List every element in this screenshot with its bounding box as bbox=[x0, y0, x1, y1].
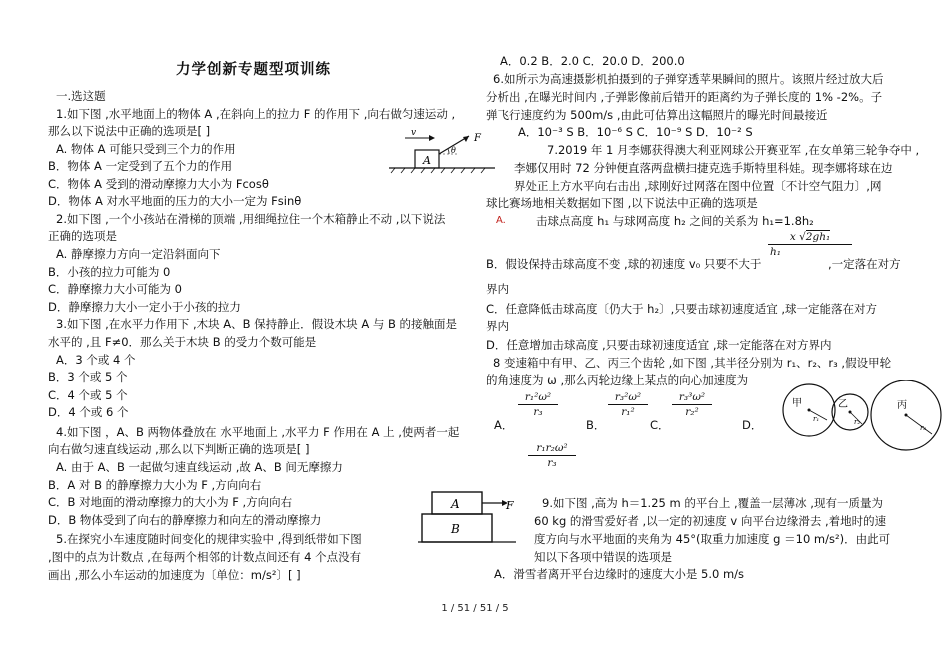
page-title: 力学创新专题型项训练 bbox=[176, 62, 331, 78]
q5-stem-line3: 画出 ,那么小车运动的加速度为〔单位：m/s²〕[ ] bbox=[48, 568, 301, 582]
block-a-label: A bbox=[451, 497, 460, 511]
q8-option-c-num: r₃³ω² bbox=[678, 391, 706, 403]
q3-option-a: A．3 个或 4 个 bbox=[56, 353, 136, 367]
q8-option-d-den: r₃ bbox=[547, 457, 557, 469]
q9-stem-line1: 9.如下图 ,高为 h＝1.25 m 的平台上 ,覆盖一层薄冰 ,现有一质量为 bbox=[542, 496, 883, 510]
q7-b-den: h₁ bbox=[770, 246, 781, 258]
force-label: F bbox=[506, 499, 514, 512]
q7-b-num-sqrt: 2gh₁ bbox=[805, 231, 831, 243]
q7-option-c-line1: C．任意降低击球高度〔仍大于 h₂〕,只要击球初速度适宜 ,球一定能落在对方 bbox=[486, 302, 878, 316]
block-b-label: B bbox=[451, 522, 460, 536]
q9-stem-line3: 度方向与水平地面的夹角为 45°(取重力加速度 g ＝10 m/s²)．由此可 bbox=[534, 532, 891, 546]
q9-stem-line4: 知以下各项中错误的选项是 bbox=[534, 550, 672, 564]
q8-option-a-fraction bbox=[518, 391, 558, 418]
angle-label: θ bbox=[451, 146, 456, 155]
q2-option-d: D．静摩擦力大小一定小于小孩的拉力 bbox=[48, 300, 241, 314]
q7-option-b: B．假设保持击球高度不变 ,球的初速度 v₀ 只要不大于 bbox=[486, 257, 762, 271]
q8-option-d-fraction bbox=[528, 442, 576, 469]
q8-stem-line1: 8 变速箱中有甲、乙、丙三个齿轮 ,如下图 ,其半径分别为 r₁、r₂、r₃ ,假设甲轮 bbox=[493, 356, 892, 370]
q7-option-c-line2: 界内 bbox=[486, 319, 509, 333]
gear-jia-label: 甲 bbox=[792, 398, 802, 409]
q7-b-num-x: x bbox=[789, 231, 796, 243]
q4-stacked-blocks-figure bbox=[418, 490, 518, 550]
q9-stem-line2: 60 kg 的滑雪爱好者 ,以一定的初速度 v 向平台边缘滑去 ,着地时的速 bbox=[534, 514, 887, 528]
q3-stem-line2: 水平的 ,且 F≠0．那么关于木块 B 的受力个数可能是 bbox=[48, 335, 317, 349]
q4-option-c: C．B 对地面的滑动摩擦力的大小为 F ,方向向右 bbox=[48, 495, 293, 509]
q6-options: A．10⁻³ S B．10⁻⁶ S C．10⁻⁹ S D．10⁻² S bbox=[518, 125, 753, 139]
q8-option-a-label: A． bbox=[494, 418, 514, 432]
gear-yi-radius: r₂ bbox=[854, 418, 861, 426]
block-a-label: A bbox=[423, 154, 431, 167]
q7-option-d: D．任意增加击球高度 ,只要击球初速度适宜 ,球一定能落在对方界内 bbox=[486, 338, 832, 352]
q1-stem-line1: 1.如下图 ,水平地面上的物体 A ,在斜向上的拉力 F 的作用下 ,向右做匀速运动 , bbox=[56, 107, 456, 121]
q4-option-a: A. 由于 A、B 一起做匀速直线运动 ,故 A、B 间无摩擦力 bbox=[56, 460, 343, 474]
q7-option-b-tail: ,一定落在对方 bbox=[828, 257, 901, 271]
q8-option-b-num: r₃²ω² bbox=[614, 391, 642, 403]
gear-jia-radius: r₁ bbox=[813, 415, 820, 423]
q8-option-b-fraction bbox=[608, 391, 648, 418]
q7-stem-line4: 球比赛场地相关数据如下图 ,以下说法中正确的选项是 bbox=[486, 196, 758, 210]
q7-option-a: 击球点高度 h₁ 与球网高度 h₂ 之间的关系为 h₁=1.8h₂ bbox=[536, 214, 814, 228]
q1-stem-line2: 那么以下说法中正确的选项是[ ] bbox=[48, 124, 211, 138]
q8-option-b-label: B． bbox=[586, 418, 606, 432]
q3-option-d: D．4 个或 6 个 bbox=[48, 405, 129, 419]
page-number: 1 / 51 / 51 / 5 bbox=[441, 603, 509, 614]
q8-option-c-label: C． bbox=[650, 418, 670, 432]
q6-stem-line2: 分析出 ,在曝光时间内 ,子弹影像前后错开的距离约为子弹长度的 1% -2%。子 bbox=[486, 90, 883, 104]
q8-option-d-num: r₁r₂ω² bbox=[536, 442, 568, 454]
q7-option-a-label: A. bbox=[496, 215, 506, 226]
q2-stem-line1: 2.如下图 ,一个小孩站在滑梯的顶端 ,用细绳拉住一个木箱静止不动 ,以下说法 bbox=[56, 212, 446, 226]
section-heading: 一.选这题 bbox=[56, 89, 106, 103]
q8-gears-figure bbox=[776, 380, 946, 462]
q5-stem-line1: 5.在探究小车速度随时间变化的规律实验中 ,得到纸带如下图 bbox=[56, 532, 362, 546]
q7-stem-line1: 7.2019 年 1 月李娜获得澳大利亚网球公开赛亚军 ,在女单第三轮争夺中 , bbox=[547, 143, 920, 157]
q8-option-b-den: r₁² bbox=[621, 406, 635, 418]
q8-option-c-den: r₂² bbox=[685, 406, 699, 418]
q4-stem-line2: 向右做匀速直线运动 ,那么以下判断正确的选项是[ ] bbox=[48, 442, 310, 456]
q8-option-d-label: D． bbox=[742, 418, 763, 432]
q8-option-a-num: r₁²ω² bbox=[524, 391, 552, 403]
q3-stem-line1: 3.如下图 ,在水平力作用下 ,木块 A、B 保持静止．假设木块 A 与 B 的接触面是 bbox=[56, 317, 458, 331]
q2-option-b: B．小孩的拉力可能为 0 bbox=[48, 265, 171, 279]
q4-stem-line1: 4.如下图 ，A、B 两物体叠放在 水平地面上 ,水平力 F 作用在 A 上 ,使两者一起 bbox=[56, 425, 460, 439]
ground-hatch bbox=[391, 168, 485, 173]
q7-stem-line3: 界处正上方水平向右击出 ,球刚好过网落在图中位置〔不计空气阻力〕,网 bbox=[514, 179, 882, 193]
q8-option-c-fraction bbox=[672, 391, 712, 418]
q2-stem-line2: 正确的选项是 bbox=[48, 229, 117, 243]
q6-stem-line1: 6.如所示为高速摄影机拍摄到的子弹穿透苹果瞬间的照片。该照片经过放大后 bbox=[493, 72, 884, 86]
q6-stem-line3: 弹飞行速度约为 500m/s ,由此可估算出这幅照片的曝光时间最接近 bbox=[486, 108, 828, 122]
q1-option-b: B．物体 A 一定受到了五个力的作用 bbox=[48, 159, 233, 173]
q5-stem-line2: ,图中的点为计数点 ,在每两个相邻的计数点间还有 4 个点没有 bbox=[48, 550, 362, 564]
q4-option-d: D．B 物体受到了向右的静摩擦力和向左的滑动摩擦力 bbox=[48, 513, 322, 527]
q1-option-a: A. 物体 A 可能只受到三个力的作用 bbox=[56, 142, 236, 156]
gear-yi-label: 乙 bbox=[838, 399, 848, 410]
q1-option-d: D．物体 A 对水平地面的压力的大小一定为 Fsinθ bbox=[48, 194, 302, 208]
q2-option-a: A. 静摩擦力方向一定沿斜面向下 bbox=[56, 247, 221, 261]
q7-option-b-cont: 界内 bbox=[486, 282, 509, 296]
q1-option-c: C．物体 A 受到的滑动摩擦力大小为 Fcosθ bbox=[48, 177, 269, 191]
q3-option-b: B．3 个或 5 个 bbox=[48, 370, 128, 384]
q3-option-c: C．4 个或 5 个 bbox=[48, 388, 128, 402]
q8-stem-line2: 的角速度为 ω ,那么丙轮边缘上某点的向心加速度为 bbox=[486, 373, 749, 387]
q9-option-a: A．滑雪者离开平台边缘时的速度大小是 5.0 m/s bbox=[494, 567, 745, 581]
q5-options: A．0.2 B．2.0 C．20.0 D．200.0 bbox=[500, 54, 685, 68]
q2-option-c: C．静摩擦力大小可能为 0 bbox=[48, 282, 183, 296]
velocity-label: v bbox=[411, 128, 417, 138]
q1-block-figure bbox=[385, 126, 500, 176]
q7-b-fraction: x √2gh₁ h₁ bbox=[768, 231, 852, 258]
q4-option-b: B．A 对 B 的静摩擦力大小为 F ,方向向右 bbox=[48, 478, 262, 492]
q7-stem-line2: 李娜仅用时 72 分钟便直落两盘横扫捷克选手斯特里科娃。现李娜将球在边 bbox=[514, 161, 893, 175]
q8-option-a-den: r₃ bbox=[533, 406, 543, 418]
gear-bing-radius: r₃ bbox=[920, 424, 927, 432]
gear-bing-label: 丙 bbox=[897, 400, 907, 411]
force-label: F bbox=[474, 133, 481, 144]
